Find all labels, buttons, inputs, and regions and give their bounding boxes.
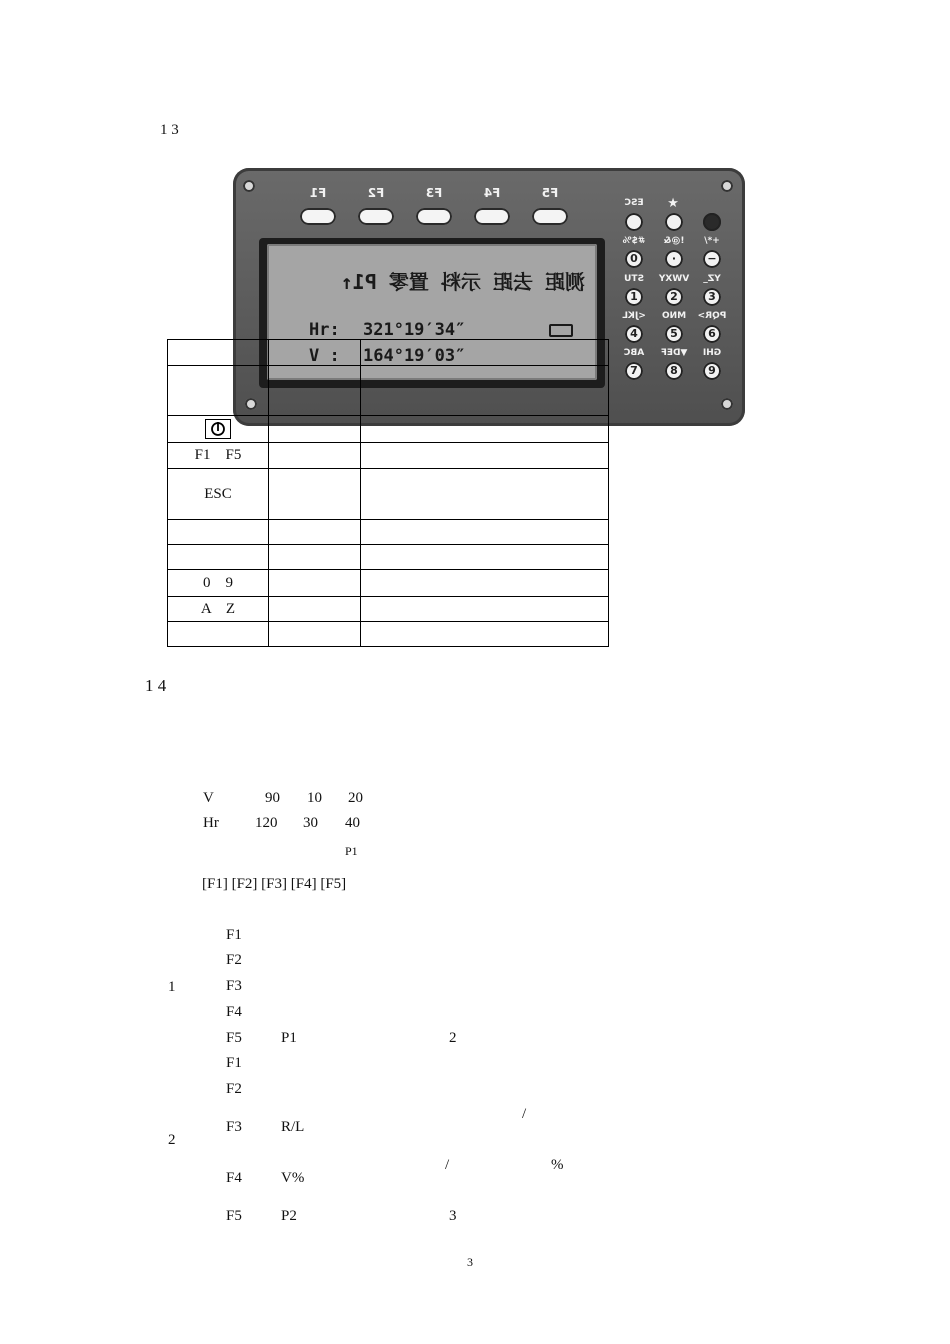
display-hr-deg: 120	[255, 815, 278, 831]
lcd-hr-label: Hr:	[309, 320, 340, 340]
group-1-number: 1	[168, 979, 176, 995]
key-label: <JKL	[622, 311, 646, 321]
group2-key: F1	[226, 1055, 242, 1071]
group2-name: P2	[281, 1208, 297, 1224]
screw-icon	[721, 398, 733, 410]
table-cell	[361, 416, 609, 443]
table-cell	[168, 416, 269, 443]
f4-label: F4	[483, 186, 501, 200]
lcd-v-value: 164°19′03″	[363, 346, 466, 366]
group2-note: /	[522, 1106, 527, 1122]
table-row	[168, 469, 609, 520]
key-label: GHI	[702, 348, 722, 358]
key-label: VWXY	[658, 274, 690, 284]
display-v-deg: 90	[265, 790, 280, 806]
f2-label: F2	[367, 186, 385, 200]
group2-key: F4	[226, 1170, 242, 1186]
f3-key[interactable]	[416, 208, 452, 225]
table-cell	[361, 443, 609, 469]
group1-key: F2	[226, 952, 242, 968]
group2-note: %	[551, 1157, 564, 1173]
group-2-number: 2	[168, 1132, 176, 1148]
minus-key[interactable]: −	[703, 250, 721, 268]
page-number: 3	[467, 1255, 473, 1269]
table-cell	[361, 366, 609, 416]
digit-4-key[interactable]: 4	[625, 325, 643, 343]
star-key[interactable]	[665, 213, 683, 231]
display-hr-label: Hr	[203, 815, 219, 831]
group1-key: F4	[226, 1004, 242, 1020]
table-cell	[168, 520, 269, 545]
digit-2-key[interactable]: 2	[665, 288, 683, 306]
table-row	[168, 416, 609, 443]
table-cell: ESC	[168, 469, 269, 520]
table-cell	[269, 366, 361, 416]
group2-name: V%	[281, 1170, 305, 1186]
table-cell	[168, 545, 269, 570]
lcd-v-label: V :	[309, 346, 340, 366]
digit-0-key[interactable]: 0	[625, 250, 643, 268]
table-cell	[269, 545, 361, 570]
f5-label: F5	[541, 186, 559, 200]
star-key-label: ★	[667, 196, 679, 211]
table-row	[168, 366, 609, 416]
key-label: !@&	[663, 236, 685, 246]
f2-key[interactable]	[358, 208, 394, 225]
group1-key: F3	[226, 978, 242, 994]
f1-label: F1	[309, 186, 327, 200]
key-label: PQR>	[697, 311, 727, 321]
screw-icon	[721, 180, 733, 192]
group2-key: F3	[226, 1119, 242, 1135]
display-hr-min: 30	[303, 815, 318, 831]
display-v-min: 10	[307, 790, 322, 806]
section-heading-1-3: 1 3	[160, 122, 179, 138]
esc-key-label: ESC	[624, 198, 644, 208]
digit-5-key[interactable]: 5	[665, 325, 683, 343]
group1-name: P1	[281, 1030, 297, 1046]
key-label: #$%	[622, 236, 646, 246]
group2-note: 3	[449, 1208, 457, 1224]
table-cell	[269, 340, 361, 366]
table-cell	[361, 469, 609, 520]
digit-6-key[interactable]: 6	[703, 325, 721, 343]
table-cell	[361, 520, 609, 545]
lcd-hr-value: 321°19′34″	[363, 320, 466, 340]
battery-icon	[549, 324, 573, 337]
f4-key[interactable]	[474, 208, 510, 225]
power-key[interactable]	[703, 213, 721, 231]
table-cell: 0 9	[168, 570, 269, 597]
table-row	[168, 340, 609, 366]
table-row	[168, 545, 609, 570]
table-cell	[361, 570, 609, 597]
dot-key[interactable]: ·	[665, 250, 683, 268]
table-cell	[168, 340, 269, 366]
softkey-list: [F1] [F2] [F3] [F4] [F5]	[202, 876, 347, 892]
key-label: +*/	[704, 236, 720, 246]
table-cell: A Z	[168, 597, 269, 622]
table-cell: F1 F5	[168, 443, 269, 469]
key-label: MNO	[661, 311, 687, 321]
digit-7-key[interactable]: 7	[625, 362, 643, 380]
table-row	[168, 570, 609, 597]
table-cell	[361, 597, 609, 622]
table-cell	[361, 622, 609, 647]
key-function-table	[167, 339, 609, 647]
display-v-label: V	[203, 790, 214, 806]
f1-key[interactable]	[300, 208, 336, 225]
table-cell	[168, 366, 269, 416]
key-label: ABC	[623, 348, 645, 358]
table-row	[168, 443, 609, 469]
table-row	[168, 622, 609, 647]
digit-9-key[interactable]: 9	[703, 362, 721, 380]
table-cell	[269, 597, 361, 622]
table-row	[168, 597, 609, 622]
f3-label: F3	[425, 186, 443, 200]
table-cell	[361, 545, 609, 570]
table-cell	[269, 622, 361, 647]
screw-icon	[243, 180, 255, 192]
digit-8-key[interactable]: 8	[665, 362, 683, 380]
table-cell	[269, 416, 361, 443]
table-cell	[361, 340, 609, 366]
display-hr-sec: 40	[345, 815, 360, 831]
group1-key: F1	[226, 927, 242, 943]
key-label: STU	[624, 274, 644, 284]
f5-key[interactable]	[532, 208, 568, 225]
table-cell	[269, 443, 361, 469]
table-cell	[269, 520, 361, 545]
digit-3-key[interactable]: 3	[703, 288, 721, 306]
table-cell	[269, 469, 361, 520]
group1-note: 2	[449, 1030, 457, 1046]
table-cell	[168, 622, 269, 647]
power-icon	[205, 419, 231, 439]
display-v-sec: 20	[348, 790, 363, 806]
digit-1-key[interactable]: 1	[625, 288, 643, 306]
display-page-indicator: P1	[345, 844, 358, 858]
key-label: ▼DEF	[660, 348, 688, 358]
group1-key: F5	[226, 1030, 242, 1046]
lcd-softkey-row: 测距 去距 示料 置零 P1↑	[340, 270, 585, 294]
table-row	[168, 520, 609, 545]
group2-note: /	[445, 1157, 450, 1173]
section-heading-1-4: 1 4	[145, 676, 167, 695]
table-cell	[269, 570, 361, 597]
esc-key[interactable]	[625, 213, 643, 231]
group2-key: F5	[226, 1208, 242, 1224]
group2-name: R/L	[281, 1119, 305, 1135]
key-label: YZ_	[703, 274, 721, 284]
group2-key: F2	[226, 1081, 242, 1097]
